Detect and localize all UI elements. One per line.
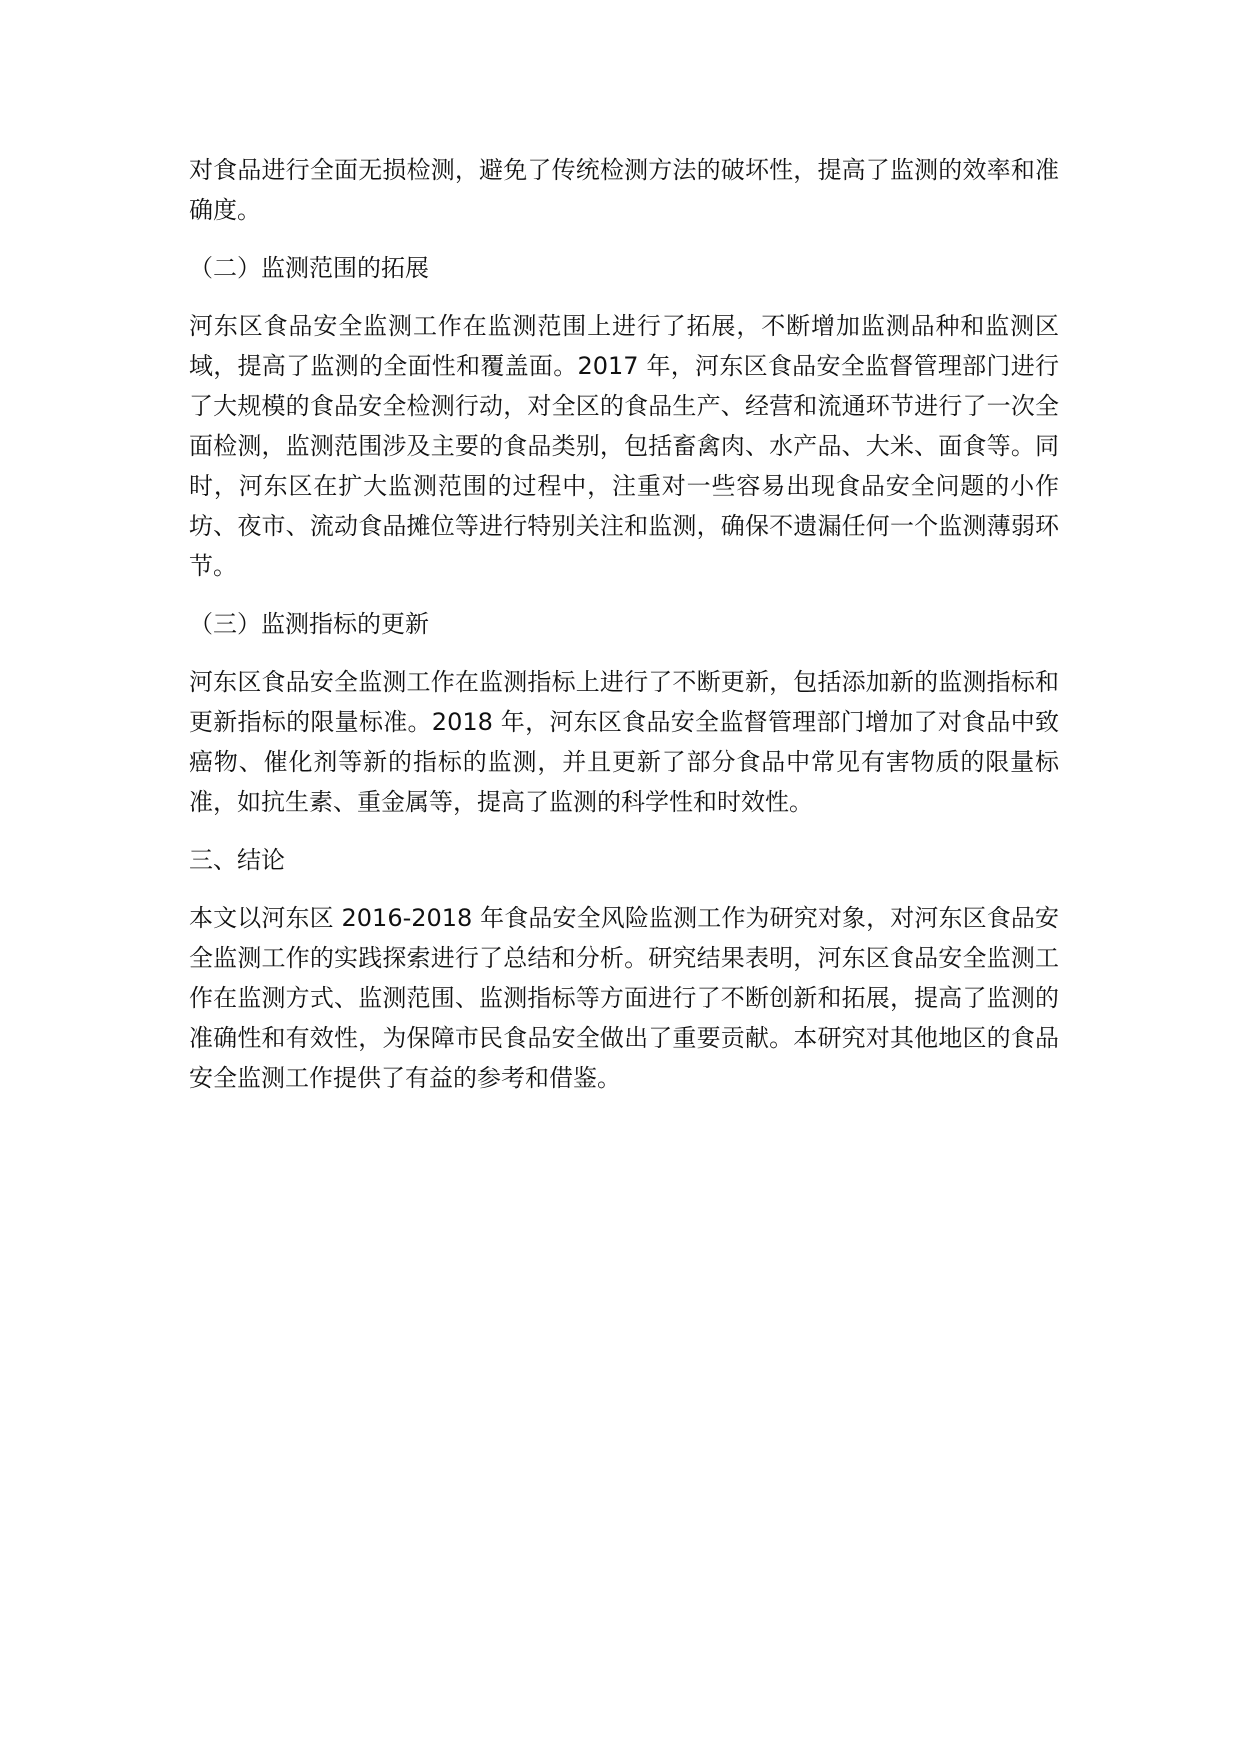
- paragraph-detection-method: 对食品进行全面无损检测，避免了传统检测方法的破坏性，提高了监测的效率和准确度。: [189, 156, 1059, 224]
- section-heading-conclusion: 三、结论: [189, 846, 285, 874]
- document-body: [189, 150, 1059, 1116]
- paragraph-monitoring-indicators: 河东区食品安全监测工作在监测指标上进行了不断更新，包括添加新的监测指标和更新指标的限量标准。2018 年，河东区食品安全监督管理部门增加了对食品中致癌物、催化剂等新的指标的监测，并且更新了部分食品中常见有害物质的限量标准，如抗生素、重金属等，提高了监测的科学性和时效性。: [189, 668, 1059, 816]
- paragraph-monitoring-scope: 河东区食品安全监测工作在监测范围上进行了拓展，不断增加监测品种和监测区域，提高了监测的全面性和覆盖面。2017 年，河东区食品安全监督管理部门进行了大规模的食品安全检测行动，对全区的食品生产、经营和流通环节进行了一次全面检测，监测范围涉及主要的食品类别，包括畜禽肉、水产品、大米、面食等。同时，河东区在扩大监测范围的过程中，注重对一些容易出现食品安全问题的小作坊、夜市、流动食品摊位等进行特别关注和监测，确保不遗漏任何一个监测薄弱环节。: [189, 312, 1059, 580]
- section-heading-indicators: （三）监测指标的更新: [189, 610, 429, 638]
- paragraph-conclusion: 本文以河东区 2016-2018 年食品安全风险监测工作为研究对象，对河东区食品安全监测工作的实践探索进行了总结和分析。研究结果表明，河东区食品安全监测工作在监测方式、监测范围、监测指标等方面进行了不断创新和拓展，提高了监测的准确性和有效性，为保障市民食品安全做出了重要贡献。本研究对其他地区的食品安全监测工作提供了有益的参考和借鉴。: [189, 904, 1059, 1092]
- section-heading-scope: （二）监测范围的拓展: [189, 254, 429, 282]
